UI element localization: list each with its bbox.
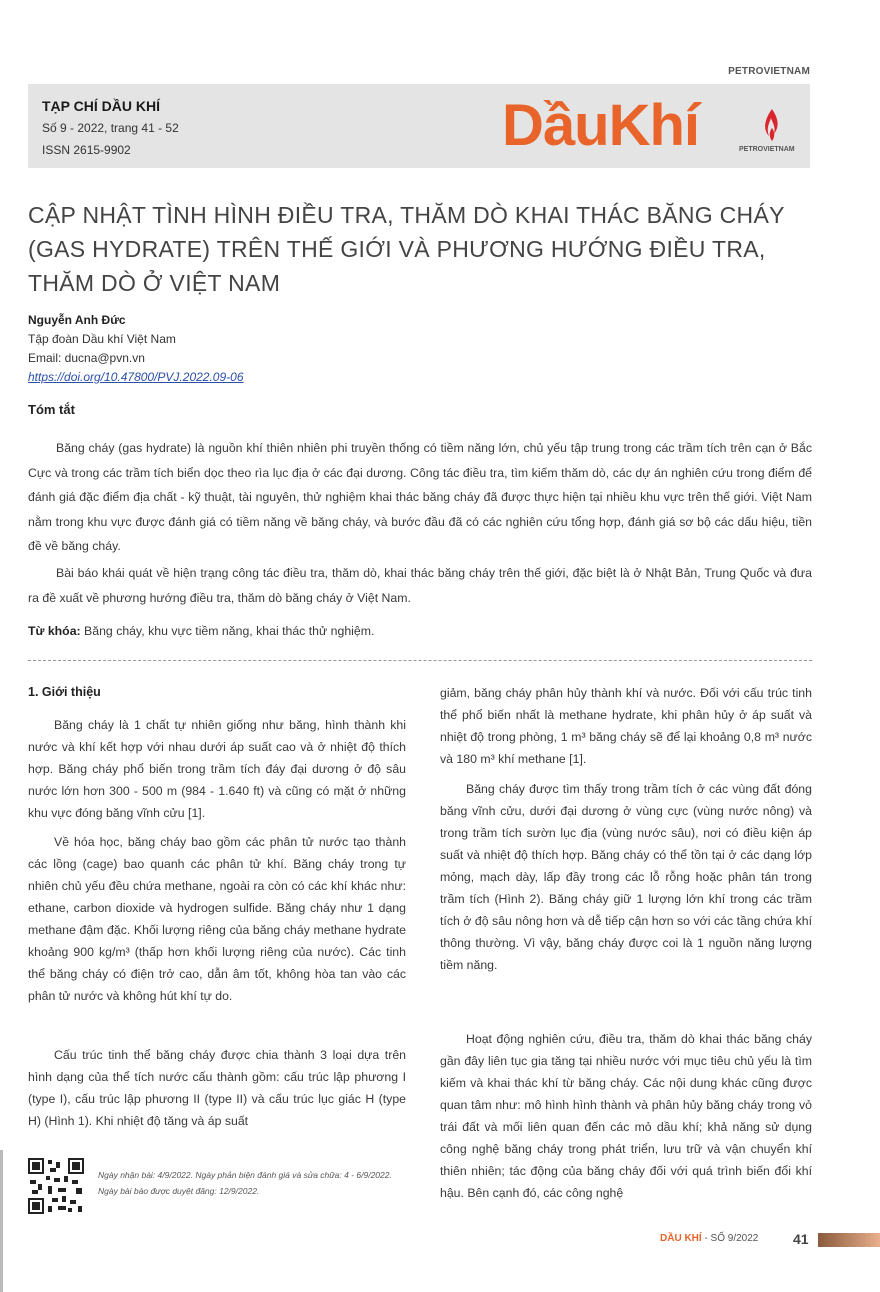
keywords-text: Băng cháy, khu vực tiềm năng, khai thác thử nghiệm.	[80, 624, 375, 638]
section-divider	[28, 660, 812, 661]
journal-name: TẠP CHÍ DẦU KHÍ	[42, 98, 160, 114]
journal-issue: Số 9 - 2022, trang 41 - 52	[42, 121, 179, 135]
body-paragraph: Hoạt động nghiên cứu, điều tra, thăm dò khai thác băng cháy gần đây liên tục gia tăng tại nhiều nước với mục tiêu chủ yếu là tìm kiếm và khai thác khí từ băng cháy. Các nội dung khác cũng được quan tâm như: mô hình hình thành và phân hủy băng cháy trong vỏ trái đất và mối liên quan đến các mỏ dầu khí; khả năng sử dụng công nghệ băng cháy trong phát triển, lưu trữ và vận chuyển khí thiên nhiên; tác động của băng cháy đối với quá trình biến đổi khí hậu. Bên cạnh đó, các công nghệ	[440, 1032, 812, 1200]
logo-subtitle: PETROVIETNAM	[739, 146, 795, 153]
footer-bar	[818, 1233, 880, 1247]
title-line: (GAS HYDRATE) TRÊN THẾ GIỚI VÀ PHƯƠNG HƯỚNG ĐIỀU TRA,	[28, 236, 766, 262]
abstract-paragraph: Bài báo khái quát về hiện trạng công tác điều tra, thăm dò, khai thác băng cháy trên thế giới, đặc biệt là ở Nhật Bản, Trung Quốc và đưa ra đề xuất về phương hướng điều tra, thăm dò băng cháy ở Việt Nam.	[28, 566, 812, 605]
accepted-date: Ngày bài báo được duyệt đăng: 12/9/2022.	[98, 1186, 260, 1196]
title-line: CẬP NHẬT TÌNH HÌNH ĐIỀU TRA, THĂM DÒ KHAI THÁC BĂNG CHÁY	[28, 202, 785, 228]
body-paragraph: Băng cháy được tìm thấy trong trầm tích ở các vùng đất đóng băng vĩnh cửu, dưới đại dương ở vùng cực (vùng nước nông) và trong trầm tích sườn lục địa (vùng nước sâu), nơi có điều kiện áp suất và nhiệt độ thích hợp. Băng cháy có thể tồn tại ở các dạng lớp mỏng, mạch dày, lấp đầy trong các lỗ rỗng hoặc phân tán trong trầm tích (Hình 2). Băng cháy giữ 1 lượng lớn khí trong các trầm tích ở độ sâu nông hơn và dễ tiếp cận hơn so với các tầng chứa khí thông thường. Vì vậy, băng cháy được coi là 1 nguồn năng lượng tiềm năng.	[440, 782, 812, 972]
keywords	[28, 619, 812, 643]
publisher-brand: PETROVIETNAM	[728, 66, 810, 77]
received-date: Ngày nhận bài: 4/9/2022. Ngày phản biện đánh giá và sửa chữa: 4 - 6/9/2022.	[98, 1170, 392, 1180]
body-paragraph: Về hóa học, băng cháy bao gồm các phân tử nước tạo thành các lồng (cage) bao quanh các phân tử khí. Băng cháy trong tự nhiên chủ yếu đều chứa methane, ngoài ra còn có các khí khác như: ethane, carbon dioxide và hydrogen sulfide. Băng cháy như 1 dạng methane đậm đặc. Khối lượng riêng của băng cháy methane hydrate khoảng 900 kg/m³ (thấp hơn khối lượng riêng của nước). Các tinh thể băng cháy có điện trở cao, dẫn âm tốt, không hòa tan vào các phân tử nước và không hút khí tự do.	[28, 835, 406, 1003]
dau-khi-logo	[502, 93, 802, 164]
author-name: Nguyễn Anh Đức	[28, 313, 126, 327]
article-title	[28, 198, 808, 300]
qr-code[interactable]	[28, 1158, 84, 1214]
article-dates	[98, 1167, 418, 1199]
title-line: THĂM DÒ Ở VIỆT NAM	[28, 270, 281, 296]
journal-issn: ISSN 2615-9902	[42, 143, 131, 157]
page-edge	[0, 1150, 3, 1292]
doi-link[interactable]: https://doi.org/10.47800/PVJ.2022.09-06	[28, 370, 244, 384]
body-paragraph: giảm, băng cháy phân hủy thành khí và nước. Đối với cấu trúc tinh thể phổ biến nhất là methane hydrate, khi phân hủy ở áp suất và nhiệt độ trong phòng, 1 m³ băng cháy sẽ để lại khoảng 0,8 m³ nước và 180 m³ khí methane [1].	[440, 686, 812, 766]
abstract-paragraph: Băng cháy (gas hydrate) là nguồn khí thiên nhiên phi truyền thống có tiềm năng lớn, chủ yếu tập trung trong các trầm tích trên cạn ở Bắc Cực và trong các trầm tích biển dọc theo rìa lục địa ở các đại dương. Công tác điều tra, tìm kiếm thăm dò, các dự án nghiên cứu trong điểm để đánh giá đặc điểm địa chất - kỹ thuật, tài nguyên, thử nghiệm khai thác băng cháy đã được thực hiện tại nhiều khu vực trên thế giới. Việt Nam nằm trong khu vực được đánh giá có tiềm năng về băng cháy, và bước đầu đã có các nghiên cứu tổng hợp, đánh giá sơ bộ các dấu hiệu, tiền đề về băng cháy.	[28, 441, 812, 553]
author-affiliation: Tập đoàn Dầu khí Việt Nam	[28, 332, 176, 346]
flame-icon	[762, 108, 782, 144]
body-paragraph: Cấu trúc tinh thể băng cháy được chia thành 3 loại dựa trên hình dạng của thể tích nước cấu thành gồm: cấu trúc lập phương I (type I), cấu trúc lập phương II (type II) và cấu trúc lục giác H (type H) (Hình 1). Khi nhiệt độ tăng và áp suất	[28, 1048, 406, 1128]
page-number: 41	[793, 1231, 809, 1247]
keywords-label: Từ khóa:	[28, 624, 81, 638]
footer-issue: - SỐ 9/2022	[701, 1233, 759, 1244]
author-email: Email: ducna@pvn.vn	[28, 351, 145, 365]
footer-journal-name: DẦU KHÍ	[660, 1233, 702, 1244]
section-heading: 1. Giới thiệu	[28, 685, 101, 699]
footer-journal	[660, 1233, 758, 1244]
logo-wordmark: DầuKhí	[502, 93, 699, 158]
body-paragraph: Băng cháy là 1 chất tự nhiên giống như băng, hình thành khi nước và khí kết hợp với nhau dưới áp suất cao và ở nhiệt độ thích hợp. Băng cháy phổ biến trong trầm tích đáy đại dương ở độ sâu nước lớn hơn 300 - 500 m (984 - 1.640 ft) và cũng có mặt ở những khu vực đóng băng vĩnh cửu [1].	[28, 718, 406, 820]
abstract-heading: Tóm tắt	[28, 402, 75, 417]
